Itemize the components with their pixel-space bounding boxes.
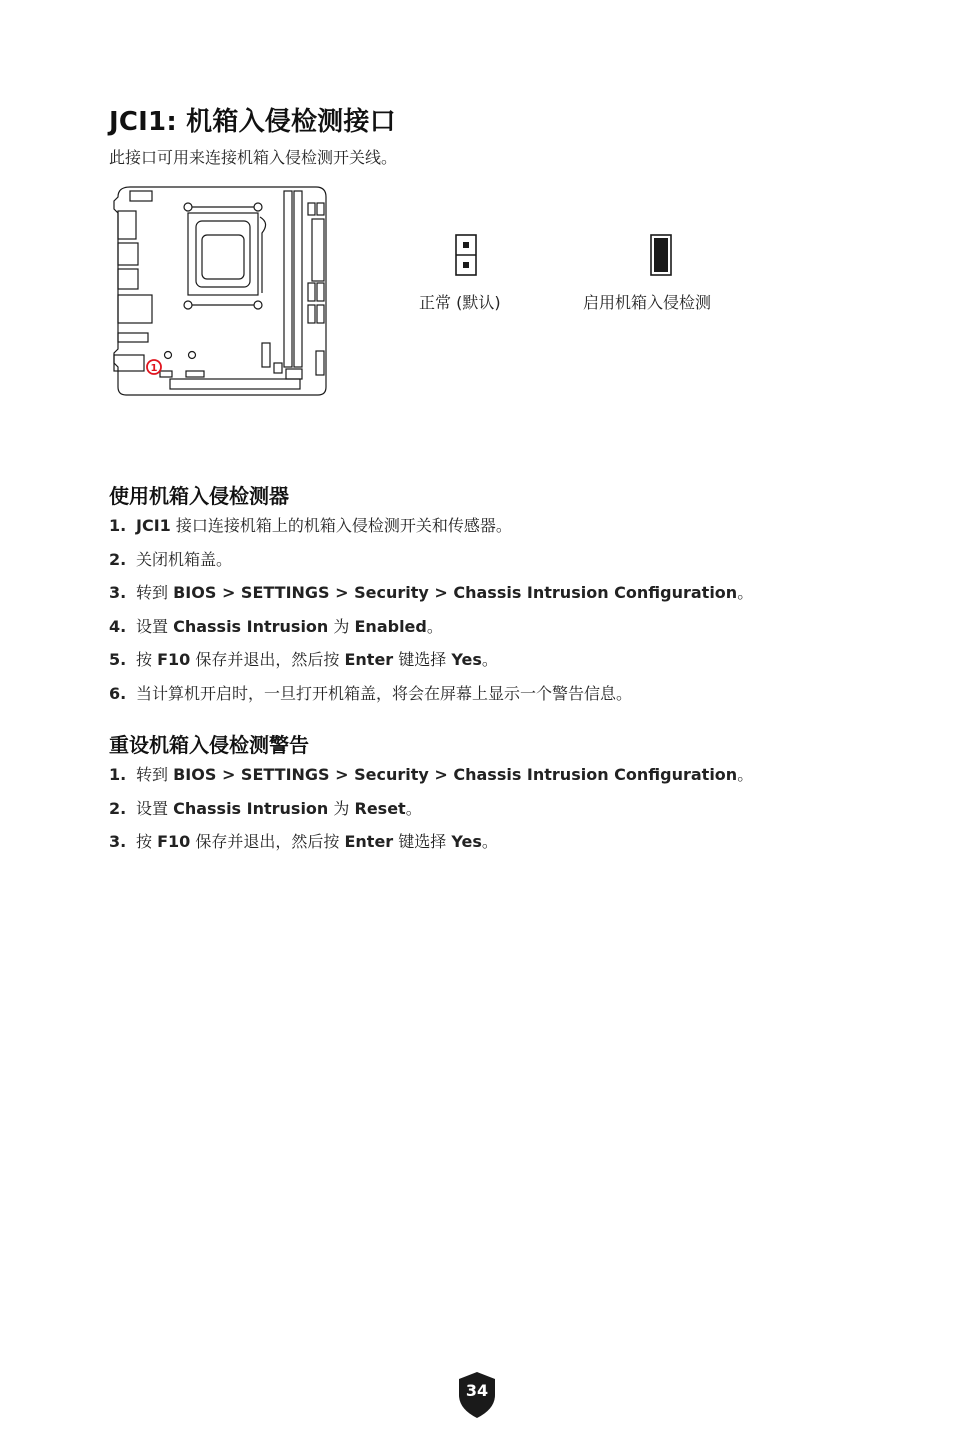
step-text: 。	[426, 616, 443, 636]
pin-normal-icon	[455, 234, 477, 276]
step-item	[109, 763, 753, 797]
step-item	[109, 797, 753, 831]
step-text: 。	[481, 650, 498, 670]
step-text: 。	[737, 583, 754, 603]
step-number: 6.	[109, 683, 127, 703]
step-keyword: Yes	[451, 832, 482, 852]
step-keyword: Enter	[344, 650, 394, 670]
step-text: 转到	[136, 583, 174, 603]
step-text: 。	[481, 832, 498, 852]
pin-jumper-icon	[650, 234, 672, 276]
step-number: 1.	[109, 516, 127, 535]
step-keyword: BIOS > SETTINGS > Security > Chassis Intrusion Configuration	[173, 765, 738, 784]
step-text: 键选择	[393, 832, 452, 852]
motherboard-diagram	[110, 183, 332, 401]
page-number: 34	[465, 1381, 489, 1400]
page-number-badge	[457, 1371, 497, 1419]
step-keyword: Enabled	[354, 616, 427, 636]
pin-normal-label: 正常 (默认)	[419, 293, 501, 312]
intro-text: 此接口可用来连接机箱入侵检测开关线。	[109, 148, 398, 167]
step-number: 1.	[109, 765, 127, 784]
step-text: 当计算机开启时，一旦打开机箱盖，将会在屏幕上显示一个警告信息。	[136, 683, 633, 703]
step-item	[109, 581, 753, 615]
step-text: 保存并退出，然后按	[190, 832, 345, 852]
step-item	[109, 615, 753, 649]
step-text: 键选择	[393, 650, 452, 670]
pin-jumper-label: 启用机箱入侵检测	[583, 293, 712, 312]
steps-use-list	[109, 514, 753, 716]
step-keyword: Chassis Intrusion	[173, 798, 329, 818]
step-text: 设置	[136, 616, 174, 636]
step-text: 保存并退出，然后按	[190, 650, 345, 670]
step-number: 3.	[109, 583, 127, 603]
step-item	[109, 648, 753, 682]
step-item	[109, 548, 753, 582]
step-number: 2.	[109, 549, 127, 569]
step-keyword: JCI1	[136, 516, 171, 535]
step-number: 3.	[109, 832, 127, 852]
step-keyword: Chassis Intrusion	[173, 616, 329, 636]
step-keyword: Yes	[451, 650, 482, 670]
step-number: 4.	[109, 616, 127, 636]
step-number: 5.	[109, 650, 127, 670]
step-keyword: Reset	[354, 798, 406, 818]
step-keyword: BIOS > SETTINGS > Security > Chassis Intrusion Configuration	[173, 583, 738, 603]
step-item	[109, 682, 753, 716]
step-keyword: F10	[157, 832, 191, 852]
section-heading-reset: 重设机箱入侵检测警告	[109, 733, 309, 757]
section-heading-use: 使用机箱入侵检测器	[109, 484, 289, 508]
step-text: 为	[328, 616, 355, 636]
step-text: 为	[328, 798, 355, 818]
steps-reset-list	[109, 763, 753, 864]
step-text: 转到	[136, 765, 174, 784]
step-text: 按	[136, 832, 158, 852]
step-text: 。	[405, 798, 422, 818]
step-item	[109, 830, 753, 864]
step-text: 设置	[136, 798, 174, 818]
step-item	[109, 514, 753, 548]
step-keyword: Enter	[344, 832, 394, 852]
step-text: 。	[737, 765, 754, 784]
page-title: JCI1: 机箱入侵检测接口	[109, 107, 396, 137]
jci1-marker: 1	[150, 363, 158, 374]
step-number: 2.	[109, 798, 127, 818]
step-text: 关闭机箱盖。	[136, 549, 233, 569]
step-text: 按	[136, 650, 158, 670]
step-keyword: F10	[157, 650, 191, 670]
step-text: 接口连接机箱上的机箱入侵检测开关和传感器。	[170, 516, 512, 535]
